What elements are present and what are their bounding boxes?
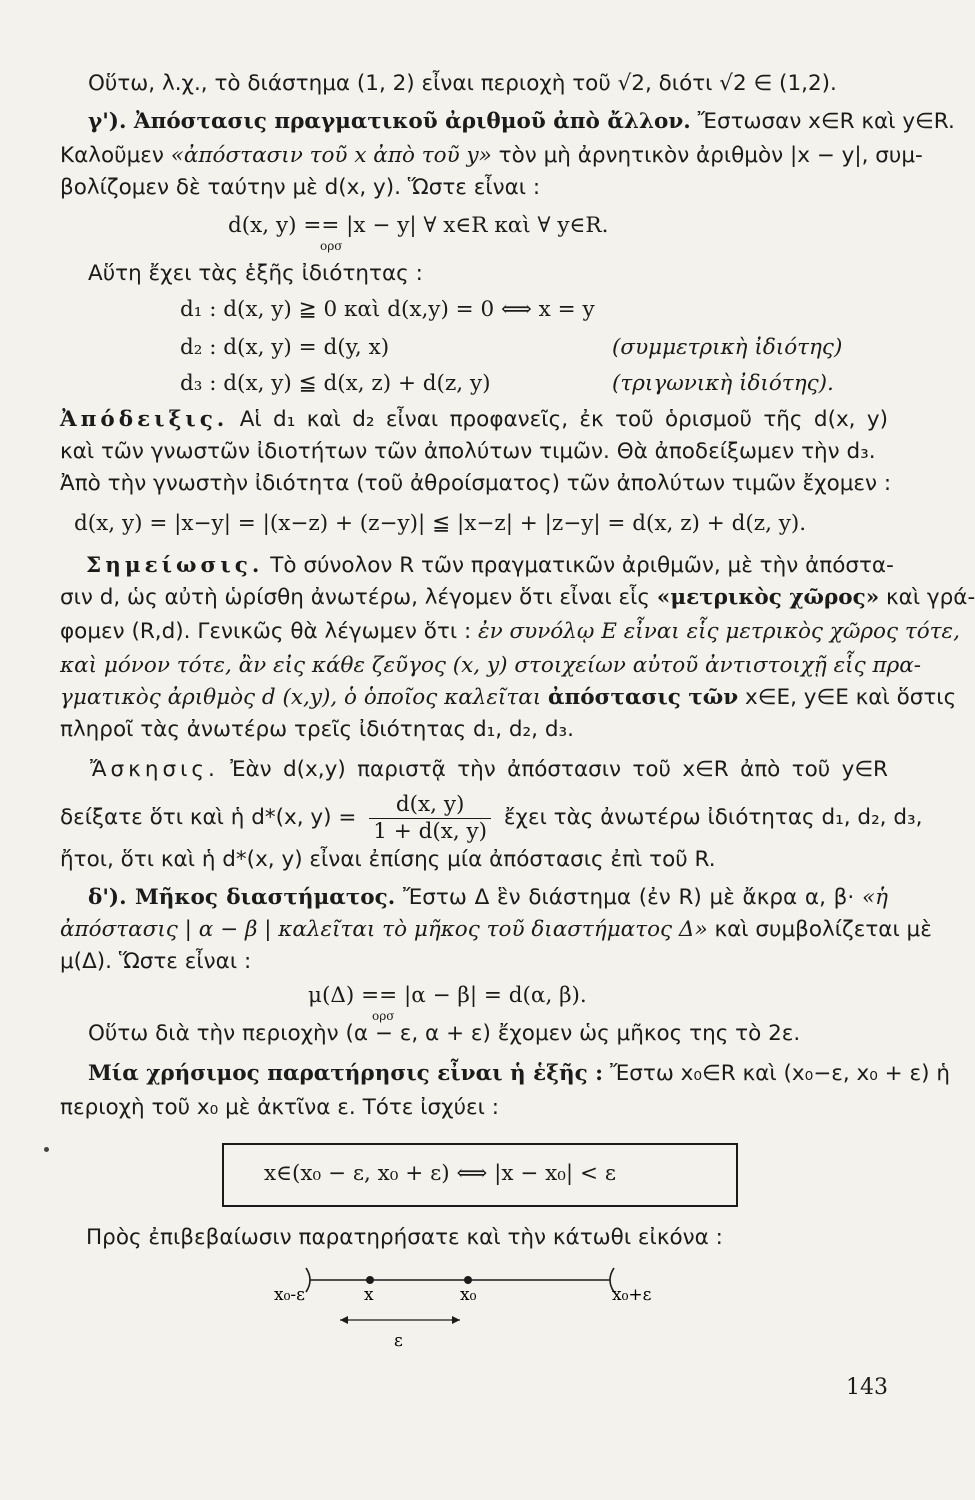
- boxed-equation-text: x∈(x₀ − ε, x₀ + ε) ⟺ |x − x₀| < ε: [264, 1161, 616, 1186]
- text-span: Καλοῦμεν: [60, 143, 164, 168]
- italic-span: ἀπόστασις | α − β | καλεῖται τὸ μῆκος τοῦ διαστήματος Δ»: [60, 917, 708, 942]
- text-span: φομεν (R,d). Γενικῶς θὰ λέγωμεν ὅτι :: [60, 619, 472, 644]
- number-line-figure: [260, 1262, 700, 1352]
- property-d2-note: (συμμετρικὴ ἰδιότης): [612, 335, 843, 360]
- property-d3-note: (τριγωνικὴ ἰδιότης).: [612, 371, 834, 396]
- exercise-heading: Ἄσκησις.: [90, 757, 219, 782]
- text-line: Αὕτη ἔχει τὰς ἑξῆς ἰδιότητας :: [88, 261, 423, 286]
- section-heading: γ'). Ἀπόστασις πραγματικοῦ ἀριθμοῦ ἀπὸ ἄλλον.: [88, 109, 691, 134]
- text-span: x∈E, y∈E καὶ ὅστις: [745, 685, 957, 710]
- text-span: Ἔστω x₀∈R καὶ (x₀−ε, x₀ + ε) ἡ: [609, 1061, 950, 1086]
- proof-heading: Ἀπόδειξις.: [60, 407, 229, 432]
- equation-subscript: ορσ: [320, 239, 343, 253]
- text-span: Ἐὰν d(x,y) παριστᾷ τὴν ἀπόστασιν τοῦ x∈R ἀπὸ τοῦ y∈R: [230, 757, 888, 782]
- equation-subscript: ορσ: [372, 1009, 395, 1023]
- arrow-right-icon: [452, 1316, 460, 1324]
- text-line: καὶ μόνον τότε, ἂν εἰς κάθε ζεῦγος (x, y) στοιχείων αὐτοῦ ἀντιστοιχῇ εἷς πρα-: [60, 653, 922, 678]
- point-x: [366, 1276, 374, 1284]
- text-line: πληροῖ τὰς ἀνωτέρω τρεῖς ἰδιότητας d₁, d₂, d₃.: [60, 717, 574, 742]
- text-line-fraction: [60, 790, 923, 846]
- equation-triangle-proof: d(x, y) = |x−y| = |(x−z) + (z−y)| ≦ |x−z| + |z−y| = d(x, z) + d(z, y).: [74, 511, 807, 536]
- text-line: βολίζομεν δὲ ταύτην μὲ d(x, y). Ὥστε εἶναι :: [60, 175, 541, 200]
- text-line: [60, 916, 932, 944]
- text-span: τὸν μὴ ἀρνητικὸν ἀριθμὸν |x − y|, συμ-: [498, 143, 923, 168]
- text-line: Πρὸς ἐπιβεβαίωσιν παρατηρήσατε καὶ τὴν κάτωθι εἰκόνα :: [86, 1225, 723, 1250]
- italic-span: «ἡ: [861, 885, 888, 910]
- text-span: καὶ συμβολίζεται μὲ: [714, 917, 932, 942]
- note-heading: Σημείωσις.: [86, 553, 264, 578]
- equation-distance-definition: [228, 212, 608, 240]
- text-span: σιν d, ὡς αὐτὴ ὡρίσθη ἀνωτέρω, λέγομεν ὅτι εἶναι εἷς: [60, 585, 651, 610]
- label-x0: x₀: [460, 1285, 477, 1305]
- section-heading-line: [88, 108, 955, 136]
- fraction: [369, 792, 491, 845]
- text-span: ἔχει τὰς ἀνωτέρω ἰδιότητας d₁, d₂, d₃,: [503, 805, 923, 830]
- bold-span: ἀπόστασις τῶν: [548, 685, 739, 710]
- arrow-left-icon: [340, 1316, 348, 1324]
- property-d3: d₃ : d(x, y) ≦ d(x, z) + d(z, y): [180, 371, 491, 396]
- property-d2: d₂ : d(x, y) = d(y, x): [180, 335, 390, 360]
- text-span: Ἔστω Δ ἓν διάστημα (ἐν R) μὲ ἄκρα α, β·: [402, 885, 855, 910]
- text-line: [60, 684, 957, 712]
- left-open-bracket: [306, 1268, 310, 1292]
- italic-span: «ἀπόστασιν τοῦ x ἀπὸ τοῦ y»: [170, 143, 492, 168]
- property-d1: d₁ : d(x, y) ≧ 0 καὶ d(x,y) = 0 ⟺ x = y: [180, 297, 595, 322]
- text-line: [60, 618, 960, 646]
- point-x0: [464, 1276, 472, 1284]
- text-span: δείξατε ὅτι καὶ ἡ d*(x, y) =: [60, 805, 357, 830]
- text-line: καὶ τῶν γνωστῶν ἰδιοτήτων τῶν ἀπολύτων τιμῶν. Θὰ ἀποδείξωμεν τὴν d₃.: [60, 439, 876, 464]
- text-line: Ἀπὸ τὴν γνωστὴν ἰδιότητα (τοῦ ἀθροίσματος) τῶν ἀπολύτων τιμῶν ἔχομεν :: [60, 471, 892, 496]
- text-span: Τὸ σύνολον R τῶν πραγματικῶν ἀριθμῶν, μὲ τὴν ἀπόστα-: [270, 553, 894, 578]
- fraction-denominator: 1 + d(x, y): [373, 818, 488, 844]
- scan-speck: [44, 1147, 49, 1152]
- text-line: [88, 884, 888, 912]
- text-line: [60, 406, 888, 434]
- fraction-numerator: d(x, y): [369, 792, 491, 819]
- label-left-endpoint: x₀-ε: [274, 1285, 305, 1305]
- text-line: [86, 552, 894, 580]
- text-line: [60, 142, 923, 170]
- text-span: Ἔστωσαν x∈R καὶ y∈R.: [697, 109, 955, 134]
- italic-span: ἐν συνόλῳ E εἶναι εἷς μετρικὸς χῶρος τότε,: [478, 619, 960, 644]
- text-line: μ(Δ). Ὥστε εἶναι :: [60, 949, 252, 974]
- label-right-endpoint: x₀+ε: [612, 1285, 652, 1305]
- equation-interval-length: μ(Δ) == |α − β| = d(α, β).: [308, 983, 587, 1008]
- text-line: Οὕτω, λ.χ., τὸ διάστημα (1, 2) εἶναι περιοχὴ τοῦ √2, διότι √2 ∈ (1,2).: [88, 71, 837, 96]
- label-epsilon: ε: [394, 1331, 403, 1351]
- bold-span: «μετρικὸς χῶρος»: [656, 585, 880, 610]
- equation-text: d(x, y) == |x − y| ∀ x∈R καὶ ∀ y∈R.: [228, 213, 609, 238]
- text-span: Αἱ d₁ καὶ d₂ εἶναι προφανεῖς, ἐκ τοῦ ὁρισμοῦ τῆς d(x, y): [239, 407, 889, 432]
- text-line: περιοχὴ τοῦ x₀ μὲ ἀκτῖνα ε. Τότε ἰσχύει :: [60, 1095, 499, 1120]
- label-x: x: [364, 1285, 374, 1305]
- italic-span: γματικὸς ἀριθμὸς d (x,y), ὁ ὁποῖος καλεῖται: [60, 685, 542, 710]
- text-line: [88, 1060, 950, 1088]
- text-line: [90, 756, 888, 784]
- remark-heading: Μία χρήσιμος παρατήρησις εἶναι ἡ ἑξῆς :: [88, 1061, 604, 1086]
- section-heading: δ'). Μῆκος διαστήματος.: [88, 885, 396, 910]
- text-line: ἤτοι, ὅτι καὶ ἡ d*(x, y) εἶναι ἐπίσης μία ἀπόστασις ἐπὶ τοῦ R.: [60, 847, 716, 872]
- text-span: καὶ γρά-: [885, 585, 975, 610]
- page-number: 143: [846, 1375, 888, 1400]
- text-line: Οὕτω διὰ τὴν περιοχὴν (α − ε, α + ε) ἔχομεν ὡς μῆκος της τὸ 2ε.: [88, 1021, 801, 1046]
- boxed-equation: [222, 1143, 738, 1207]
- text-line: [60, 584, 975, 612]
